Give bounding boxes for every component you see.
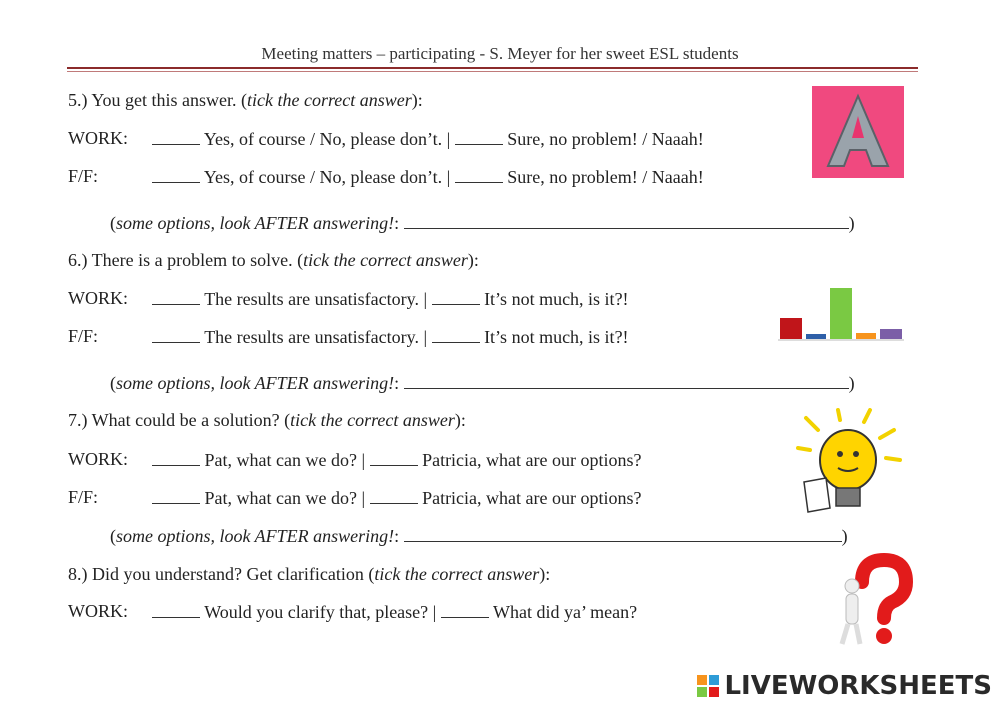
question-6: 6.) There is a problem to solve. (tick the correct answer):: [68, 250, 479, 270]
answer-blank[interactable]: [441, 601, 489, 618]
answer-blank[interactable]: [455, 166, 503, 183]
header-rule: [67, 67, 918, 69]
answer-blank[interactable]: [152, 128, 200, 145]
question-7: 7.) What could be a solution? (tick the correct answer):: [68, 410, 466, 430]
options-line-6: (some options, look AFTER answering!: ): [110, 373, 855, 393]
lightbulb-image: [796, 408, 902, 516]
bar-chart-image: [778, 280, 906, 344]
answer-blank[interactable]: [370, 449, 418, 466]
answer-blank[interactable]: [455, 128, 503, 145]
letter-a-image: [812, 86, 904, 178]
options-line-5: (some options, look AFTER answering!: ): [110, 213, 855, 233]
options-blank[interactable]: [404, 372, 849, 389]
question-5: 5.) You get this answer. (tick the correct answer):: [68, 90, 423, 110]
question-8: 8.) Did you understand? Get clarification (tick the correct answer):: [68, 564, 551, 584]
liveworksheets-brand[interactable]: LIVEWORKSHEETS: [724, 671, 992, 701]
page-header: Meeting matters – participating - S. Meyer for her sweet ESL students: [261, 44, 739, 63]
options-line-7: (some options, look AFTER answering!: ): [110, 526, 848, 546]
answer-blank[interactable]: [432, 288, 480, 305]
answer-blank[interactable]: [370, 487, 418, 504]
options-blank[interactable]: [404, 212, 849, 229]
answer-blank[interactable]: [152, 326, 200, 343]
answer-blank[interactable]: [152, 166, 200, 183]
question-mark-image: [832, 552, 914, 648]
answer-blank[interactable]: [432, 326, 480, 343]
liveworksheets-logo-icon: [697, 675, 719, 697]
answer-blank[interactable]: [152, 288, 200, 305]
answer-blank[interactable]: [152, 449, 200, 466]
options-blank[interactable]: [404, 525, 842, 542]
answer-blank[interactable]: [152, 487, 200, 504]
answer-blank[interactable]: [152, 601, 200, 618]
header-rule-thin: [67, 71, 918, 72]
